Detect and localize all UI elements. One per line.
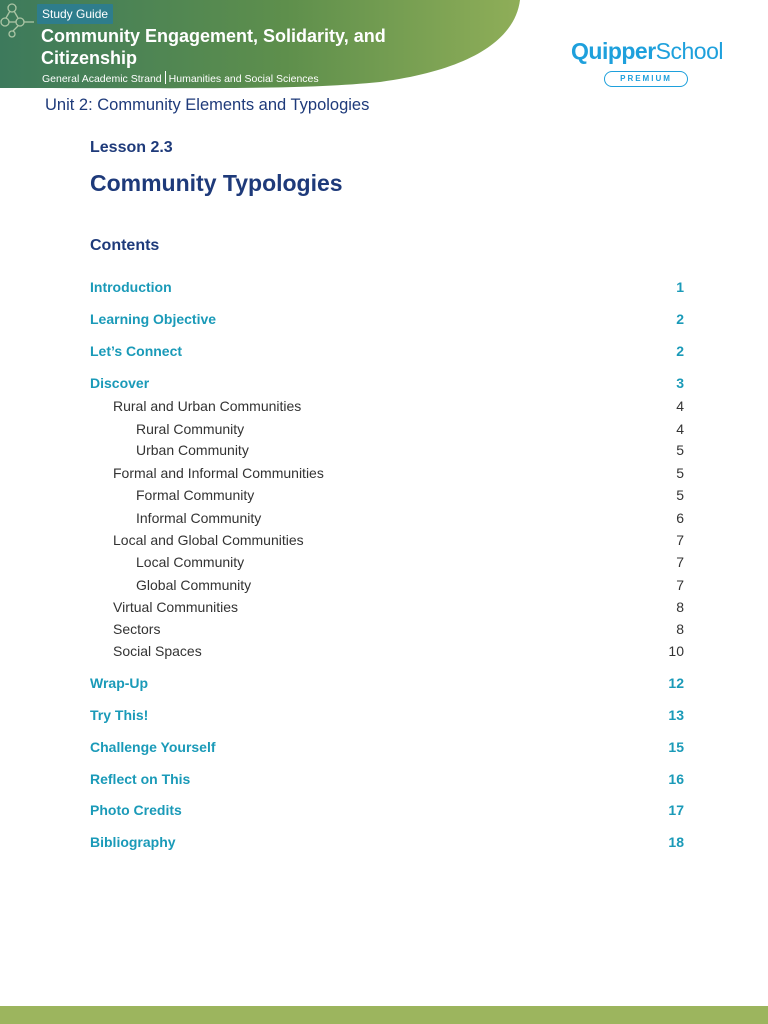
toc-title: Discover xyxy=(90,375,150,391)
toc-item-social-spaces[interactable] xyxy=(90,643,684,663)
toc-page: 6 xyxy=(676,510,684,526)
toc-item-try-this[interactable] xyxy=(90,707,684,727)
toc-page: 7 xyxy=(676,577,684,593)
toc-title: Informal Community xyxy=(136,510,262,526)
toc-page: 16 xyxy=(668,771,684,787)
strand-line xyxy=(42,71,319,85)
toc-title: Reflect on This xyxy=(90,771,191,787)
toc-page: 2 xyxy=(676,311,684,327)
premium-badge: PREMIUM xyxy=(604,71,688,87)
lesson-number: Lesson 2.3 xyxy=(90,139,173,156)
toc-title: Sectors xyxy=(113,621,161,637)
toc-title: Let’s Connect xyxy=(90,343,183,359)
toc-page: 2 xyxy=(676,343,684,359)
toc-item-rural-community[interactable] xyxy=(90,421,684,441)
logo-school-text: School xyxy=(655,38,723,64)
toc-title: Local Community xyxy=(136,554,245,570)
toc-title: Challenge Yourself xyxy=(90,739,216,755)
toc-page: 18 xyxy=(668,834,684,850)
toc-page: 12 xyxy=(668,675,684,691)
toc-page: 7 xyxy=(676,532,684,548)
toc-title: Rural and Urban Communities xyxy=(113,398,302,414)
toc-item-formal-community[interactable] xyxy=(90,487,684,507)
toc-title: Introduction xyxy=(90,279,172,295)
toc-item-informal-community[interactable] xyxy=(90,510,684,530)
toc-page: 17 xyxy=(668,802,684,818)
strand-left: General Academic Strand xyxy=(42,73,162,85)
toc-item-global-community[interactable] xyxy=(90,577,684,597)
toc-page: 13 xyxy=(668,707,684,723)
toc-title: Urban Community xyxy=(136,442,249,458)
toc-page: 7 xyxy=(676,554,684,570)
toc-page: 5 xyxy=(676,487,684,503)
logo-wordmark xyxy=(571,38,723,65)
toc-item-sectors[interactable] xyxy=(90,621,684,641)
toc-page: 1 xyxy=(676,279,684,295)
toc-title: Formal Community xyxy=(136,487,255,503)
toc-title: Bibliography xyxy=(90,834,176,850)
toc-title: Learning Objective xyxy=(90,311,217,327)
strand-separator xyxy=(165,71,166,84)
contents-heading: Contents xyxy=(90,237,160,254)
logo-quipper-text: Quipper xyxy=(571,38,656,64)
toc-item-wrap-up[interactable] xyxy=(90,675,684,695)
molecule-icon xyxy=(0,0,34,40)
toc-title: Wrap-Up xyxy=(90,675,149,691)
toc-item-learning-objective[interactable] xyxy=(90,311,684,331)
toc-item-urban-community[interactable] xyxy=(90,442,684,462)
header-banner xyxy=(0,0,525,90)
toc-item-reflect-on-this[interactable] xyxy=(90,771,684,791)
strand-right: Humanities and Social Sciences xyxy=(168,73,319,85)
footer-bar xyxy=(0,1006,768,1024)
toc-item-local-community[interactable] xyxy=(90,554,684,574)
lesson-title: Community Typologies xyxy=(90,170,343,196)
toc-item-virtual-communities[interactable] xyxy=(90,599,684,619)
toc-item-rural-urban[interactable] xyxy=(90,398,684,418)
study-guide-badge: Study Guide xyxy=(37,4,113,24)
toc-page: 8 xyxy=(676,621,684,637)
toc-page: 10 xyxy=(668,643,684,659)
toc-item-challenge-yourself[interactable] xyxy=(90,739,684,759)
toc-item-introduction[interactable] xyxy=(90,279,684,299)
toc-title: Virtual Communities xyxy=(113,599,239,615)
toc-title: Formal and Informal Communities xyxy=(113,465,324,481)
toc-item-lets-connect[interactable] xyxy=(90,343,684,363)
toc-item-discover[interactable] xyxy=(90,375,684,395)
toc-page: 4 xyxy=(676,421,684,437)
toc-title: Photo Credits xyxy=(90,802,182,818)
toc-page: 4 xyxy=(676,398,684,414)
toc-item-photo-credits[interactable] xyxy=(90,802,684,822)
toc-page: 5 xyxy=(676,465,684,481)
toc-item-local-global[interactable] xyxy=(90,532,684,552)
quipper-school-logo xyxy=(571,38,731,90)
toc-title: Global Community xyxy=(136,577,252,593)
toc-page: 5 xyxy=(676,442,684,458)
toc-title: Rural Community xyxy=(136,421,245,437)
toc-page: 8 xyxy=(676,599,684,615)
toc-title: Try This! xyxy=(90,707,149,723)
course-title: Community Engagement, Solidarity, and Citizenship xyxy=(41,26,386,68)
toc-page: 15 xyxy=(668,739,684,755)
toc-title: Local and Global Communities xyxy=(113,532,304,548)
toc-title: Social Spaces xyxy=(113,643,202,659)
toc-page: 3 xyxy=(676,375,684,391)
unit-title: Unit 2: Community Elements and Typologies xyxy=(45,96,370,114)
toc-item-bibliography[interactable] xyxy=(90,834,684,854)
toc-item-formal-informal[interactable] xyxy=(90,465,684,485)
